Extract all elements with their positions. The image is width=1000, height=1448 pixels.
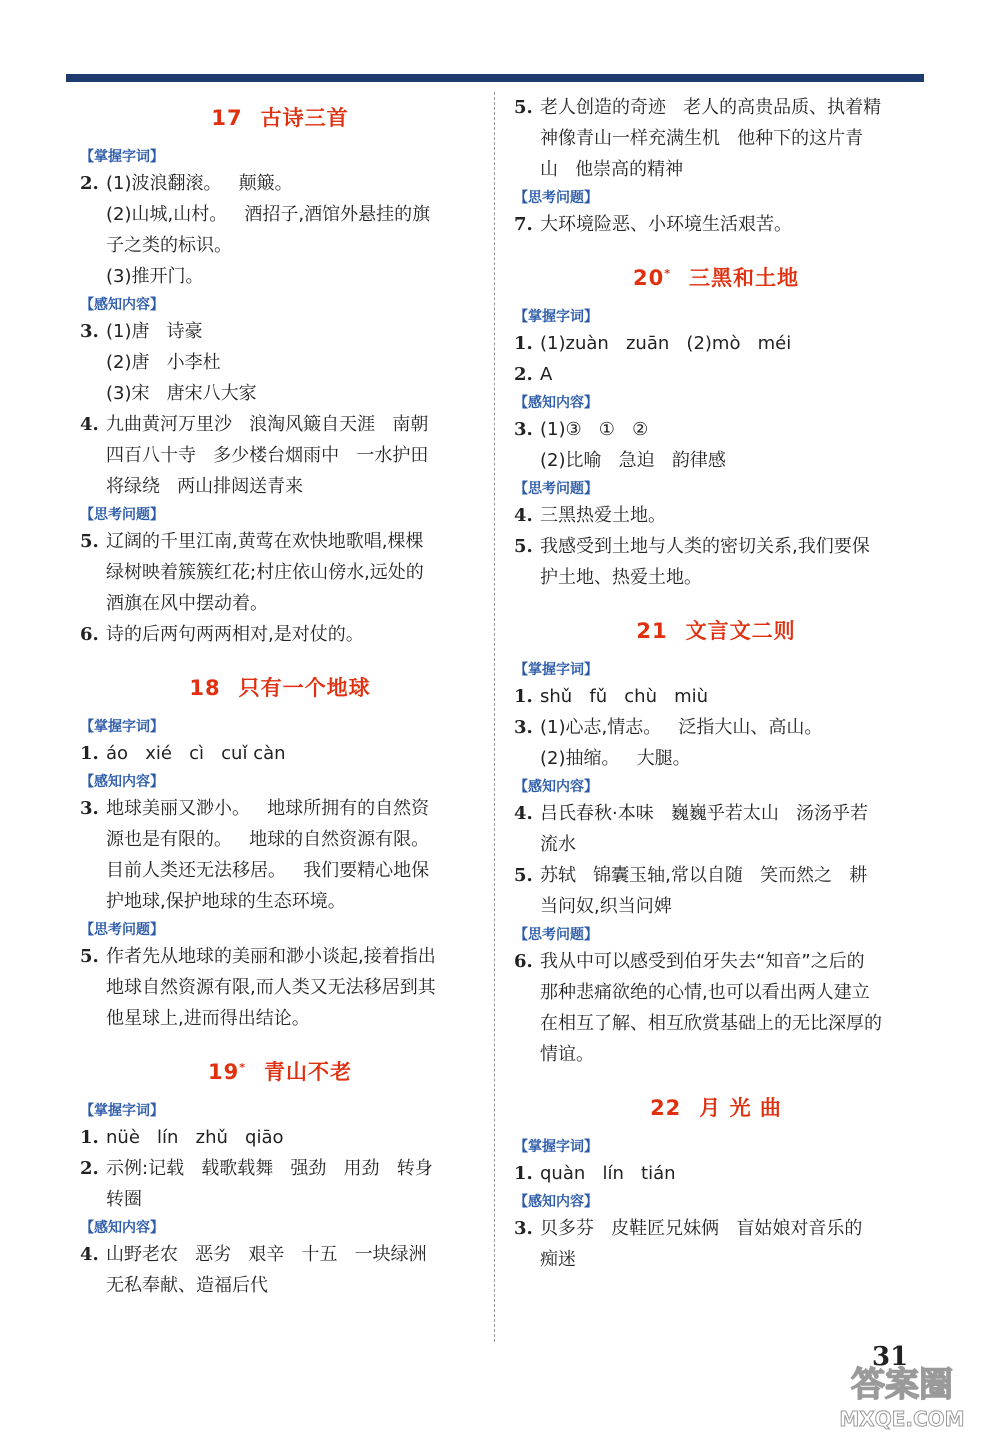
- answer-item: 1. quàn lín tián: [514, 1163, 676, 1184]
- answer-item: 1. (1)zuàn zuān (2)mò méi: [514, 333, 792, 354]
- section-tag: 【思考问题】: [514, 481, 598, 497]
- answer-item: 4. 三黑热爱土地。: [514, 505, 666, 526]
- page-number: 31: [872, 1342, 909, 1372]
- answer-item: 3. 地球美丽又渺小。 地球所拥有的自然资 源也是有限的。 地球的自然资源有限。 目前人类还无法移居。 我们要精心地保 护地球,保护地球的生态环境。: [80, 798, 430, 912]
- answer-item: 6. 我从中可以感受到伯牙失去“知音”之后的 那种悲痛欲绝的心情,也可以看出两人建立 在相互了解、相互欣赏基础上的无比深厚的 情谊。: [514, 951, 882, 1065]
- lesson-19-title: 19* 青山不老: [208, 1060, 352, 1084]
- section-tag: 【思考问题】: [514, 927, 598, 943]
- answer-item: 1. shǔ fǔ chù miù: [514, 686, 709, 707]
- section-tag: 【思考问题】: [80, 922, 164, 938]
- answer-item: 6. 诗的后两句两两相对,是对仗的。: [80, 624, 364, 645]
- answer-item: 3. 贝多芬 皮鞋匠兄妹俩 盲姑娘对音乐的 痴迷: [514, 1218, 863, 1270]
- answer-item: 7. 大环境险恶、小环境生活艰苦。: [514, 214, 792, 235]
- lesson-20-title: 20* 三黑和土地: [633, 266, 799, 290]
- lesson-21-title: 21 文言文二则: [636, 619, 796, 643]
- section-tag: 【感知内容】: [80, 1220, 164, 1236]
- section-tag: 【掌握字词】: [80, 1103, 164, 1119]
- watermark-bottom-text: MXQE.COM: [839, 1407, 965, 1431]
- section-tag: 【掌握字词】: [80, 719, 164, 735]
- section-tag: 【掌握字词】: [80, 149, 164, 165]
- watermark-logo: [814, 1362, 990, 1434]
- answer-item: 4. 九曲黄河万里沙 浪淘风簸自天涯 南朝 四百八十寺 多少楼台烟雨中 一水护田 将绿绕 两山排闼送青来: [80, 414, 429, 497]
- section-tag: 【感知内容】: [80, 774, 164, 790]
- section-tag: 【掌握字词】: [514, 309, 598, 325]
- answer-item: 1. áo xié cì cuǐ càn: [80, 743, 286, 764]
- answer-item: 4. 山野老农 恶劣 艰辛 十五 一块绿洲 无私奉献、造福后代: [80, 1244, 427, 1296]
- right-column: [514, 92, 918, 1275]
- section-tag: 【掌握字词】: [514, 1139, 598, 1155]
- answer-item: 5. 我感受到土地与人类的密切关系,我们要保 护土地、热爱土地。: [514, 536, 870, 588]
- answer-item: 2. (1)波浪翻滚。 颠簸。 (2)山城,山村。 酒招子,酒馆外悬挂的旗 子之类的标识。 (3)推开门。: [80, 173, 431, 287]
- answer-item: 4. 吕氏春秋·本味 巍巍乎若太山 汤汤乎若 流水: [514, 803, 869, 855]
- section-tag: 【掌握字词】: [514, 662, 598, 678]
- section-tag: 【思考问题】: [80, 507, 164, 523]
- column-divider: [494, 92, 495, 1342]
- answer-item: 2. 示例:记载 载歌载舞 强劲 用劲 转身 转圈: [80, 1158, 433, 1210]
- answer-item: 3. (1)唐 诗豪 (2)唐 小李杜 (3)宋 唐宋八大家: [80, 321, 257, 404]
- answer-item: 1. nüè lín zhǔ qiāo: [80, 1127, 284, 1148]
- section-tag: 【感知内容】: [80, 297, 164, 313]
- section-tag: 【感知内容】: [514, 395, 598, 411]
- answer-item: 5. 作者先从地球的美丽和渺小谈起,接着指出 地球自然资源有限,而人类又无法移居到其 他星球上,进而得出结论。: [80, 946, 436, 1029]
- lesson-18-title: 18 只有一个地球: [189, 676, 371, 700]
- lesson-17-title: 17 古诗三首: [211, 106, 349, 130]
- section-tag: 【感知内容】: [514, 1194, 598, 1210]
- answer-item: 2. A: [514, 364, 553, 385]
- left-column: [80, 92, 480, 1301]
- answer-item: 3. (1)③ ① ② (2)比喻 急迫 韵律感: [514, 419, 726, 471]
- header-rule: [66, 74, 924, 82]
- answer-item: 5. 苏轼 锦囊玉轴,常以自随 笑而然之 耕 当问奴,织当问婢: [514, 865, 868, 917]
- section-tag: 【感知内容】: [514, 779, 598, 795]
- answer-item: 5. 老人创造的奇迹 老人的高贵品质、执着精 神像青山一样充满生机 他种下的这片青 山 他崇高的精神: [514, 97, 882, 180]
- answer-item: 5. 辽阔的千里江南,黄莺在欢快地歌唱,棵棵 绿树映着簇簇红花;村庄依山傍水,远处的 酒旗在风中摆动着。: [80, 531, 424, 614]
- lesson-22-title: 22 月 光 曲: [650, 1096, 782, 1120]
- watermark-top-text: 答案圈: [851, 1365, 953, 1405]
- answer-item: 3. (1)心志,情志。 泛指大山、高山。 (2)抽缩。 大腿。: [514, 717, 823, 769]
- section-tag: 【思考问题】: [514, 190, 598, 206]
